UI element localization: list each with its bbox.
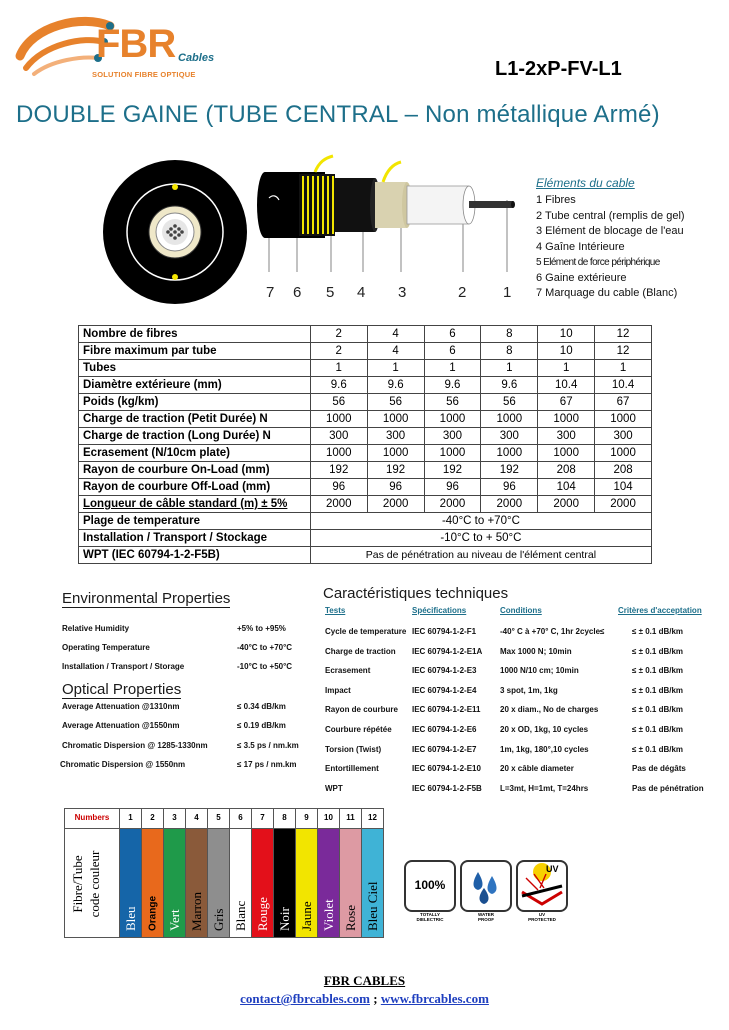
tech-cell: Courbure répétée [325, 725, 392, 734]
table-cell: 96 [481, 479, 538, 496]
table-cell: 10 [538, 343, 595, 360]
table-cell: 1000 [310, 411, 367, 428]
table-cell: 1000 [367, 411, 424, 428]
table-cell: 1000 [367, 445, 424, 462]
table-cell: 208 [595, 462, 652, 479]
color-swatch [120, 829, 142, 937]
table-cell: 56 [310, 394, 367, 411]
table-cell: 12 [595, 343, 652, 360]
color-name: Rose [342, 905, 358, 931]
table-cell: 300 [538, 428, 595, 445]
tech-cell: IEC 60794-1-2-E4 [412, 685, 477, 695]
env-value: -10°C to +50°C [237, 662, 293, 671]
table-cell: 9.6 [481, 377, 538, 394]
row-label: Longueur de câble standard (m) ± 5% [79, 496, 311, 513]
tech-cell: ≤ ± 0.1 dB/km [632, 705, 684, 715]
table-cell: 1 [481, 360, 538, 377]
tech-cell: Impact [325, 685, 351, 695]
table-cell: 1000 [481, 411, 538, 428]
color-swatch [142, 829, 164, 937]
table-cell: 2000 [538, 496, 595, 513]
color-name: Bleu [122, 906, 138, 931]
logo-sub-text: Cables [178, 52, 215, 64]
list-item: 2 Tube central (remplis de gel) [536, 209, 685, 222]
logo-text: FBR [96, 22, 176, 66]
color-name: Jaune [298, 901, 314, 931]
diagram-number: 3 [398, 284, 407, 301]
table-cell: 6 [424, 326, 481, 343]
row-label: Charge de traction (Petit Durée) N [79, 411, 311, 428]
color-number: 10 [318, 809, 340, 829]
color-swatch [186, 829, 208, 937]
row-label: Rayon de courbure On-Load (mm) [79, 462, 311, 479]
table-row [79, 547, 652, 564]
tech-cell: Entortillement [325, 764, 379, 774]
table-cell: 2 [310, 326, 367, 343]
table-cell: 300 [424, 428, 481, 445]
table-cell: 104 [538, 479, 595, 496]
table-cell: 300 [481, 428, 538, 445]
table-cell: 1000 [538, 411, 595, 428]
tech-cell: ≤ ± 0.1 dB/km [632, 627, 684, 636]
table-row [79, 411, 652, 428]
tech-cell: Ecrasement [325, 666, 371, 676]
table-cell: 1000 [595, 411, 652, 428]
tech-cell: Torsion (Twist) [325, 744, 382, 754]
table-cell: 300 [310, 428, 367, 445]
row-label: WPT (IEC 60794-1-2-F5B) [79, 547, 311, 564]
opt-value: ≤ 3.5 ps / nm.km [237, 741, 299, 750]
color-swatch [362, 829, 384, 937]
opt-label: Chromatic Dispersion @ 1285-1330nm [62, 741, 208, 750]
table-cell: 1 [538, 360, 595, 377]
tech-cell: IEC 60794-1-2-E1A [412, 646, 483, 656]
tech-cell: IEC 60794-1-2-E11 [412, 705, 481, 715]
badge-caption-line: WATER [478, 912, 494, 917]
table-cell: 10.4 [595, 377, 652, 394]
table-row [79, 462, 652, 479]
uv-protection-icon [516, 860, 568, 912]
table-cell: 1 [367, 360, 424, 377]
tech-cell: IEC 60794-1-2-E10 [412, 764, 481, 774]
diagram-number: 5 [326, 284, 335, 301]
badge-caption [404, 912, 456, 922]
tech-cell: 1000 N/10 cm; 10min [500, 666, 579, 676]
table-cell: 1 [424, 360, 481, 377]
opt-label: Chromatic Dispersion @ 1550nm [60, 760, 186, 769]
tech-cell: ≤ ± 0.1 dB/km [632, 646, 684, 656]
tech-cell: ≤ ± 0.1 dB/km [632, 666, 684, 676]
color-number: 3 [164, 809, 186, 829]
tech-cell: WPT [325, 783, 343, 793]
color-swatch [340, 829, 362, 937]
tech-cell: Max 1000 N; 10min [500, 646, 572, 656]
color-number: 5 [208, 809, 230, 829]
env-label: Installation / Transport / Storage [62, 662, 185, 671]
table-cell: 2000 [424, 496, 481, 513]
table-cell: 1 [310, 360, 367, 377]
table-cell: 6 [424, 343, 481, 360]
tech-cell: 20 x OD, 1kg, 10 cycles [500, 725, 589, 734]
table-cell: 300 [367, 428, 424, 445]
env-label: Operating Temperature [62, 643, 150, 652]
color-name: Orange [147, 895, 158, 931]
side-label-line: Fibre/Tube [70, 855, 85, 913]
table-row [79, 530, 652, 547]
color-swatch [208, 829, 230, 937]
table-cell: 67 [538, 394, 595, 411]
color-number: 6 [230, 809, 252, 829]
table-cell: 9.6 [310, 377, 367, 394]
diagram-number: 4 [357, 284, 366, 301]
table-row [79, 377, 652, 394]
table-cell: 1000 [595, 445, 652, 462]
table-row [79, 360, 652, 377]
fibre-color-code-table [64, 808, 384, 938]
tech-cell: IEC 60794-1-2-F1 [412, 627, 477, 636]
color-swatch [230, 829, 252, 937]
table-row [79, 394, 652, 411]
color-number: 11 [340, 809, 362, 829]
color-name: Bleu Ciel [364, 881, 380, 931]
cable-cross-section-diagram [100, 157, 250, 307]
color-swatch [318, 829, 340, 937]
optical-title: Optical Properties [62, 681, 182, 698]
list-item: 3 Elément de blocage de l'eau [536, 225, 684, 237]
tech-cell: 3 spot, 1m, 1kg [500, 685, 558, 695]
footer-company: FBR CABLES [323, 973, 406, 988]
row-label: Diamètre extérieure (mm) [79, 377, 311, 394]
color-name: Rouge [254, 897, 270, 931]
table-cell: 1 [595, 360, 652, 377]
diagram-number: 6 [293, 284, 302, 301]
color-name: Noir [276, 907, 292, 931]
table-cell: 8 [481, 326, 538, 343]
feature-badges [398, 860, 570, 922]
table-row [79, 479, 652, 496]
table-row [79, 513, 652, 530]
table-row [79, 343, 652, 360]
color-name: Vert [166, 909, 182, 931]
website-link[interactable]: www.fbrcables.com [380, 991, 489, 1006]
table-cell: 10 [538, 326, 595, 343]
table-cell: 1000 [538, 445, 595, 462]
tech-cell: Charge de traction [325, 646, 396, 656]
tech-cell: IEC 60794-1-2-F5B [412, 783, 482, 793]
row-label: Charge de traction (Long Durée) N [79, 428, 311, 445]
table-cell: 192 [481, 462, 538, 479]
cable-layers-diagram [255, 150, 535, 285]
table-cell: 2 [310, 343, 367, 360]
badge-text: 100% [414, 878, 446, 892]
water-drops-icon [462, 862, 510, 910]
color-swatch [274, 829, 296, 937]
row-label: Rayon de courbure Off-Load (mm) [79, 479, 311, 496]
table-cell: 56 [367, 394, 424, 411]
color-number: 12 [362, 809, 384, 829]
table-cell: 67 [595, 394, 652, 411]
tech-cell: -40° C à +70° C, 1hr 2cycle≤ [500, 627, 605, 636]
list-item: 4 Gaîne Intérieure [536, 240, 625, 253]
table-cell: 192 [424, 462, 481, 479]
color-swatch [296, 829, 318, 937]
table-cell: 12 [595, 326, 652, 343]
env-value: -40°C to +70°C [237, 643, 293, 652]
tech-cell: 1m, 1kg, 180°,10 cycles [500, 744, 589, 754]
table-cell-merged: -10°C to + 50°C [310, 530, 651, 547]
side-label-line: code couleur [87, 850, 102, 918]
environmental-title: Environmental Properties [62, 590, 231, 607]
color-number: 9 [296, 809, 318, 829]
badge-caption [516, 912, 568, 922]
table-cell: 208 [538, 462, 595, 479]
row-label: Nombre de fibres [79, 326, 311, 343]
list-item: 1 Fibres [536, 194, 576, 206]
tech-cell: ≤ ± 0.1 dB/km [632, 744, 684, 754]
row-label: Tubes [79, 360, 311, 377]
table-cell-merged: Pas de pénétration au niveau de l'élément central [310, 547, 651, 564]
badge-text: UV [546, 864, 559, 874]
elements-title: Eléments du cable [536, 176, 635, 190]
table-cell: 96 [310, 479, 367, 496]
diagram-number: 7 [266, 284, 275, 301]
badge-caption [460, 912, 512, 922]
table-cell: 96 [424, 479, 481, 496]
tech-cell: ≤ ± 0.1 dB/km [632, 725, 684, 734]
table-row [79, 496, 652, 513]
color-number: 1 [120, 809, 142, 829]
table-cell: 96 [367, 479, 424, 496]
table-cell: 1000 [481, 445, 538, 462]
badge-caption-line: TOTALLY [420, 912, 440, 917]
row-label: Fibre maximum par tube [79, 343, 311, 360]
color-swatch [164, 829, 186, 937]
color-name: Violet [320, 899, 336, 931]
table-cell: 10.4 [538, 377, 595, 394]
table-cell: 56 [424, 394, 481, 411]
opt-value: ≤ 0.34 dB/km [237, 702, 286, 711]
footer-separator: ; [369, 991, 381, 1006]
tech-cell: Rayon de courbure [325, 705, 398, 715]
opt-label: Average Attenuation @1550nm [62, 721, 180, 730]
table-row [79, 445, 652, 462]
table-cell: 2000 [595, 496, 652, 513]
uv-shield-icon [518, 862, 566, 910]
table-cell: 300 [595, 428, 652, 445]
tech-cell: 20 x diam., No de charges [500, 705, 599, 715]
table-cell-merged: -40°C to +70°C [310, 513, 651, 530]
color-number: 7 [252, 809, 274, 829]
table-cell: 4 [367, 326, 424, 343]
opt-value: ≤ 17 ps / nm.km [237, 760, 297, 769]
row-label: Poids (kg/km) [79, 394, 311, 411]
table-cell: 1000 [424, 411, 481, 428]
numbers-label: Numbers [65, 809, 120, 829]
reference-code: L1-2xP-FV-L1 [495, 58, 622, 80]
table-cell: 9.6 [424, 377, 481, 394]
technical-title: Caractéristiques techniques [323, 585, 509, 602]
tech-header: Tests [325, 606, 346, 615]
table-cell: 9.6 [367, 377, 424, 394]
dielectric-icon [404, 860, 456, 912]
badge-caption-line: PROTECTED [528, 917, 556, 922]
table-cell: 2000 [481, 496, 538, 513]
table-cell: 192 [310, 462, 367, 479]
elements-list [536, 193, 685, 302]
table-cell: 1000 [310, 445, 367, 462]
row-label: Installation / Transport / Stockage [79, 530, 311, 547]
color-name: Gris [210, 908, 226, 931]
tech-cell: IEC 60794-1-2-E7 [412, 744, 477, 754]
tech-cell: IEC 60794-1-2-E6 [412, 725, 477, 734]
table-row [79, 428, 652, 445]
diagram-number: 1 [503, 284, 512, 301]
tech-cell: ≤ ± 0.1 dB/km [632, 685, 684, 695]
list-item: 5 Elément de force périphérique [536, 257, 660, 268]
badge-caption-line: DIELECTRIC [416, 917, 444, 922]
color-name: Blanc [232, 900, 248, 931]
table-cell: 4 [367, 343, 424, 360]
color-code-side-label [65, 829, 120, 937]
water-drops-icon [460, 860, 512, 912]
table-cell: 2000 [310, 496, 367, 513]
row-label: Ecrasement (N/10cm plate) [79, 445, 311, 462]
tech-cell: L=3mt, H=1mt, T=24hrs [500, 783, 589, 793]
table-cell: 56 [481, 394, 538, 411]
tech-cell: 20 x câble diameter [500, 764, 574, 774]
email-link[interactable]: contact@fbrcables.com [240, 991, 370, 1006]
tech-header: Spécifications [412, 606, 467, 615]
tech-cell: Pas de dégâts [632, 764, 686, 774]
footer-contact [0, 991, 729, 1007]
tech-header: Critères d'acceptation [618, 606, 702, 615]
badge-caption-line: UV [538, 912, 546, 917]
color-number: 4 [186, 809, 208, 829]
diagram-number: 2 [458, 284, 467, 301]
color-swatch [252, 829, 274, 937]
logo-tagline: SOLUTION FIBRE OPTIQUE [92, 70, 196, 79]
opt-label: Average Attenuation @1310nm [62, 702, 180, 711]
opt-value: ≤ 0.19 dB/km [237, 721, 286, 730]
table-cell: 8 [481, 343, 538, 360]
tech-cell: IEC 60794-1-2-E3 [412, 666, 477, 676]
list-item: 7 Marquage du cable (Blanc) [536, 287, 678, 299]
row-label: Plage de temperature [79, 513, 311, 530]
table-cell: 104 [595, 479, 652, 496]
tech-cell: Pas de pénétration [632, 783, 704, 793]
color-name: Marron [188, 892, 204, 931]
tech-cell: Cycle de temperature [325, 627, 407, 636]
env-label: Relative Humidity [62, 624, 130, 633]
env-value: +5% to +95% [237, 624, 286, 633]
table-cell: 1000 [424, 445, 481, 462]
table-cell: 192 [367, 462, 424, 479]
list-item: 6 Gaine extérieure [536, 271, 627, 284]
table-cell: 2000 [367, 496, 424, 513]
spec-table [78, 325, 652, 564]
color-number: 2 [142, 809, 164, 829]
color-number: 8 [274, 809, 296, 829]
page-title: DOUBLE GAINE (TUBE CENTRAL – Non métallique Armé) [16, 101, 660, 128]
badge-caption-line: PROOF [477, 917, 494, 922]
tech-header: Conditions [500, 606, 542, 615]
table-row [79, 326, 652, 343]
diagram-number-labels [262, 284, 522, 304]
